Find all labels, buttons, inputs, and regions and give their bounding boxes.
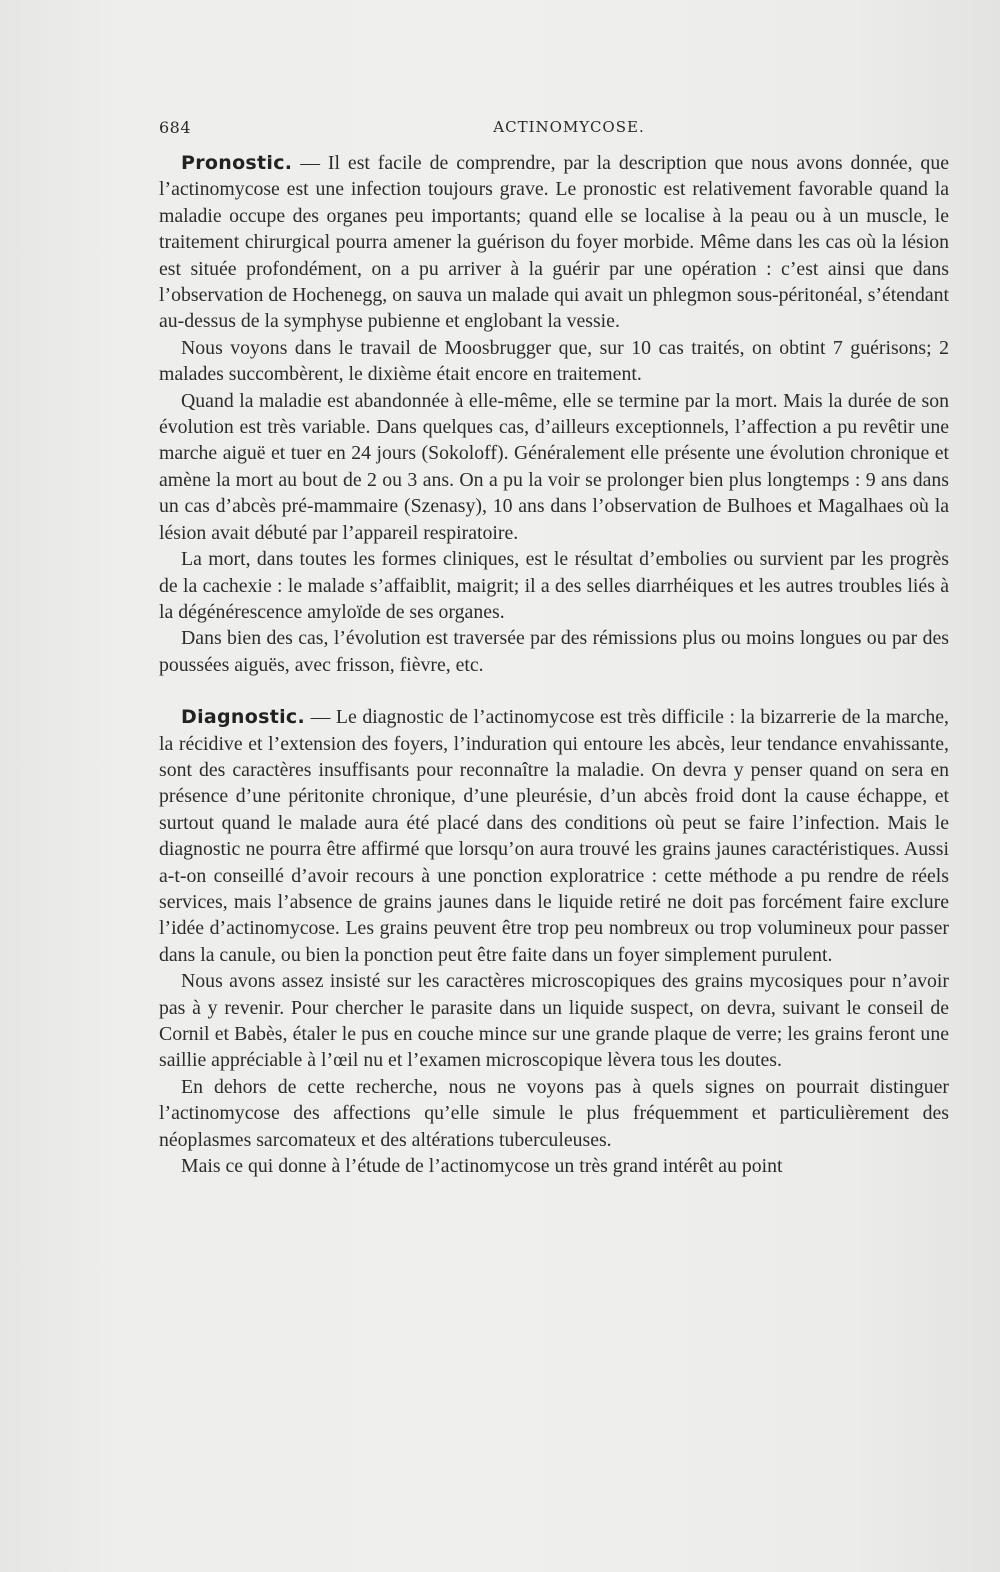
- diagnostic-paragraph-1-text: — Le diagnostic de l’actinomycose est très difficile : la bizarrerie de la marche, la récidive et l’extension des foyers, l’induration qui entoure les abcès, leur tendance envahissante, sont des caractères insuffisants pour reconnaître la maladie. On devra y penser quand on sera en présence d’une péritonite chronique, d’une pleurésie, d’un abcès froid dont la cause échappe, et surtout quand le malade aura été placé dans des conditions où peut se faire l’infection. Mais le diagnostic ne pourra être affirmé que lorsqu’on aura trouvé les grains jaunes caractéristiques. Aussi a-t-on conseillé d’avoir recours à une ponction exploratrice : cette méthode a pu rendre de réels services, mais l’absence de grains jaunes dans le liquide retiré ne doit pas forcément faire exclure l’idée d’actinomycose. Les grains peuvent être trop peu nombreux ou trop volumineux pour passer dans la canule, ou bien la ponction peut être faite dans un foyer simplement purulent.: [159, 706, 949, 966]
- pronostic-paragraph-1: [159, 150, 949, 335]
- pronostic-paragraph-2: Nous voyons dans le travail de Moosbrugger que, sur 10 cas traités, on obtint 7 guérisons; 2 malades succombèrent, le dixième était encore en traitement.: [159, 336, 949, 386]
- diagnostic-heading: Diagnostic.: [181, 706, 305, 729]
- body-text: [159, 150, 949, 1179]
- diagnostic-paragraph-3: En dehors de cette recherche, nous ne voyons pas à quels signes on pourrait distinguer l’actinomycose des affections qu’elle simule le plus fréquemment et particulièrement des néoplasmes sarcomateux et des altérations tuberculeuses.: [159, 1075, 949, 1151]
- pronostic-paragraph-4: La mort, dans toutes les formes cliniques, est le résultat d’embolies ou survient par les progrès de la cachexie : le malade s’affaiblit, maigrit; il a des selles diarrhéiques et les autres troubles liés à la dégénérescence amyloïde de ses organes.: [159, 548, 949, 623]
- diagnostic-paragraph-2: Nous avons assez insisté sur les caractères microscopiques des grains mycosiques pour n’avoir pas à y revenir. Pour chercher le parasite dans un liquide suspect, on devra, suivant le conseil de Cornil et Babès, étaler le pus en couche mince sur une grande plaque de verre; les grains feront une saillie appréciable à l’œil nu et l’examen microscopique lèvera tous les doutes.: [159, 970, 949, 1072]
- diagnostic-paragraph-4: Mais ce qui donne à l’étude de l’actinomycose un très grand intérêt au point: [181, 1155, 783, 1178]
- diagnostic-paragraph-1: [159, 704, 949, 968]
- page-number: 684: [159, 118, 192, 137]
- running-title: ACTINOMYCOSE.: [493, 118, 645, 136]
- running-head: [159, 118, 949, 140]
- pronostic-paragraph-1-text: — Il est facile de comprendre, par la description que nous avons donnée, que l’actinomycose est une infection toujours grave. Le pronostic est relativement favorable quand la maladie occupe des organes peu importants; quand elle se localise à la peau ou à un muscle, le traitement chirurgical pourra amener la guérison du foyer morbide. Même dans les cas où la lésion est située profondément, on a pu arriver à la guérir par une opération : c’est ainsi que dans l’observation de Hochenegg, on sauva un malade qui avait un phlegmon sous-péritonéal, s’étendant au-dessus de la symphyse pubienne et englobant la vessie.: [159, 152, 949, 333]
- pronostic-paragraph-3: Quand la maladie est abandonnée à elle-même, elle se termine par la mort. Mais la durée de son évolution est très variable. Dans quelques cas, d’ailleurs exceptionnels, l’affection a pu revêtir une marche aiguë et tuer en 24 jours (Sokoloff). Généralement elle présente une évolution chronique et amène la mort au bout de 2 ou 3 ans. On a pu la voir se prolonger bien plus longtemps : 9 ans dans un cas d’abcès pré-mammaire (Szenasy), 10 ans dans l’observation de Bulhoes et Magalhaes où la lésion avait débuté par l’appareil respiratoire.: [159, 389, 949, 544]
- pronostic-paragraph-5: Dans bien des cas, l’évolution est traversée par des rémissions plus ou moins longues ou par des poussées aiguës, avec frisson, fièvre, etc.: [159, 627, 949, 676]
- pronostic-heading: Pronostic.: [181, 152, 293, 174]
